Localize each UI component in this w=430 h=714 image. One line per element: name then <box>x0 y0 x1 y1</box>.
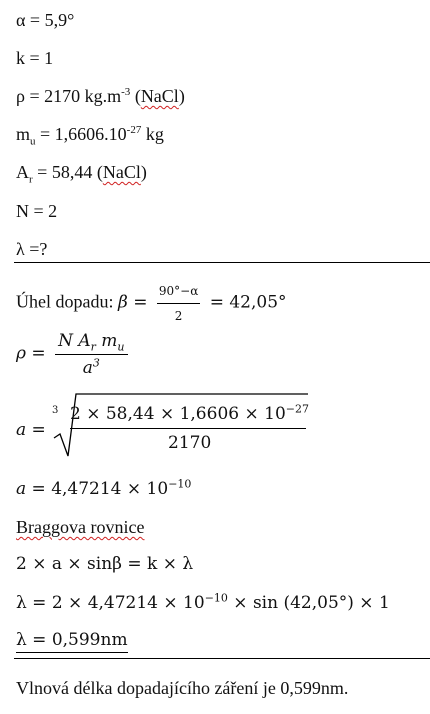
bragg-title: Braggova rovnice <box>16 517 145 537</box>
nacl-spellcheck: NaCl <box>102 162 141 182</box>
bragg-equation: 2 × a × sinβ = k × λ <box>16 554 194 574</box>
root-denominator: 2170 <box>168 433 212 453</box>
given-rho: ρ = 2170 $kg.m^{-3}$ (NaCl) <box>16 86 185 106</box>
angle-line: Úhel dopadu: β = $\frac{90^\circ-\alpha}{2}$ = 42,05° <box>16 280 287 327</box>
given-alpha: α = 5,9° <box>16 10 75 30</box>
given-ar: $A_r = 58,44$ (NaCl) <box>16 162 147 186</box>
nacl-spellcheck: NaCl <box>140 86 179 106</box>
conclusion: Vlnová délka dopadajícího záření je 0,599nm. <box>16 678 349 698</box>
beta-fraction: $\frac{90^\circ-\alpha}{2}$ <box>157 280 200 327</box>
root-fraction-bar <box>70 428 306 429</box>
divider-bottom <box>14 658 430 659</box>
lambda-result: λ = 0,599nm <box>16 629 128 651</box>
lambda-calculation: $\lambda = 2 \times 4,47214 \times 10^{-10} \times \sin (42,05^\circ) \times 1$ <box>16 591 390 613</box>
given-mu: $m_u = 1,6606.10^{-27}$ kg <box>16 124 164 148</box>
density-formula: ρ = $\frac{N A_r m_u}{a^3}$ <box>16 330 132 379</box>
root-numerator: $2 \times 58,44 \times 1,6606 \times 10^{-27}$ <box>70 402 309 424</box>
a-result: $a = 4,47214 \times 10^{-10}$ <box>16 477 192 499</box>
divider-top <box>14 262 430 263</box>
root-index: 3 <box>52 405 59 416</box>
given-k: k = 1 <box>16 48 54 68</box>
given-n: N = 2 <box>16 201 58 221</box>
given-lambda: λ =? <box>16 239 48 259</box>
a-label: a = <box>16 420 46 440</box>
density-fraction: $\frac{N A_r m_u}{a^3}$ <box>55 330 127 379</box>
